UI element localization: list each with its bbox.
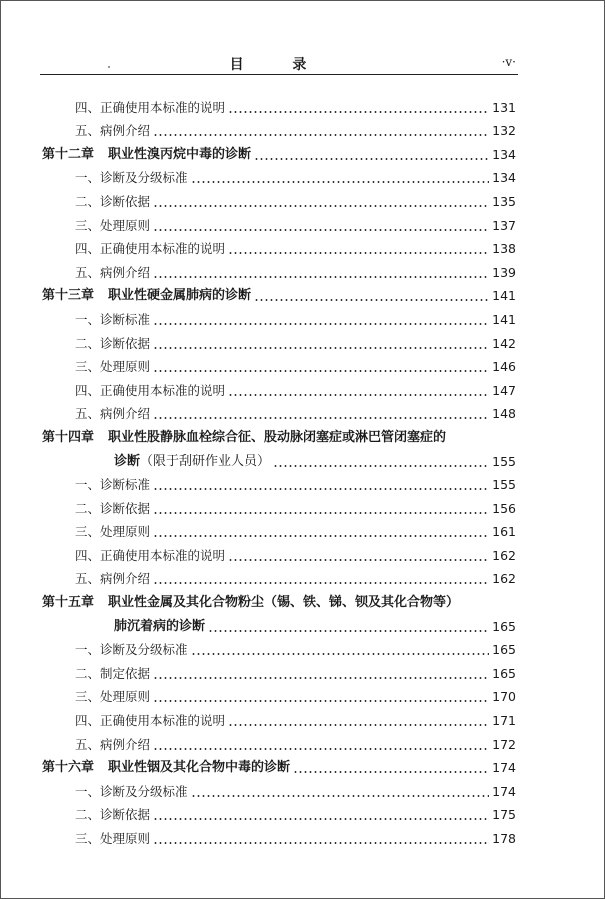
chapter-title: 职业性溴丙烷中毒的诊断 <box>108 146 252 162</box>
page-number: 155 <box>492 453 516 469</box>
page-number: 162 <box>492 547 516 563</box>
chapter-title: 职业性股静脉血栓综合征、股动脉闭塞症或淋巴管闭塞症的 <box>108 429 447 445</box>
toc-section-entry[interactable] <box>42 564 516 588</box>
section-title: 二、诊断依据 <box>75 807 151 823</box>
page-number: 132 <box>492 123 516 139</box>
section-title: 四、正确使用本标准的说明 <box>75 99 226 115</box>
dot-leader <box>153 347 489 349</box>
dot-leader <box>191 653 490 655</box>
chapter-number: 第十三章 <box>42 288 95 304</box>
dot-leader <box>153 512 489 514</box>
page-number: 171 <box>492 713 516 729</box>
toc-section-entry[interactable] <box>42 399 516 423</box>
page-number: 148 <box>492 406 516 422</box>
page-number: 131 <box>492 99 516 115</box>
toc-chapter-continuation[interactable] <box>42 446 516 470</box>
page-number: 141 <box>492 311 516 327</box>
page-number: 175 <box>492 807 516 823</box>
page-number: 134 <box>492 146 516 162</box>
section-title: 一、诊断及分级标准 <box>75 170 188 186</box>
section-title: 一、诊断及分级标准 <box>75 642 188 658</box>
section-title: 五、病例介绍 <box>75 736 151 752</box>
section-title: 四、正确使用本标准的说明 <box>75 382 226 398</box>
dot-leader <box>228 724 489 726</box>
page-number: 135 <box>492 193 516 209</box>
toc-section-entry[interactable] <box>42 352 516 376</box>
toc-chapter-entry[interactable] <box>42 587 516 611</box>
page-number: 156 <box>492 500 516 516</box>
page-number: 165 <box>492 618 516 634</box>
section-title: 三、处理原则 <box>75 689 151 705</box>
toc-chapter-continuation[interactable] <box>42 611 516 635</box>
page-number: 147 <box>492 382 516 398</box>
section-title: 三、处理原则 <box>75 359 151 375</box>
print-speck <box>108 66 110 68</box>
table-of-contents <box>42 92 516 847</box>
chapter-title: 职业性硬金属肺病的诊断 <box>108 288 252 304</box>
chapter-title-note: （限于刮研作业人员） <box>140 453 271 469</box>
toc-section-entry[interactable] <box>42 540 516 564</box>
dot-leader <box>153 417 489 419</box>
section-title: 二、诊断依据 <box>75 335 151 351</box>
dot-leader <box>153 842 489 844</box>
toc-section-entry[interactable] <box>42 163 516 187</box>
page-number: 142 <box>492 335 516 351</box>
dot-leader <box>153 488 489 490</box>
page-number: 172 <box>492 736 516 752</box>
page-number: 165 <box>492 642 516 658</box>
toc-section-entry[interactable] <box>42 517 516 541</box>
section-title: 四、正确使用本标准的说明 <box>75 547 226 563</box>
page-number: 141 <box>492 288 516 304</box>
toc-section-entry[interactable] <box>42 210 516 234</box>
section-title: 一、诊断及分级标准 <box>75 783 188 799</box>
section-title: 五、病例介绍 <box>75 264 151 280</box>
page-number: 162 <box>492 571 516 587</box>
dot-leader <box>191 795 490 797</box>
chapter-title-line2: 肺沉着病的诊断 <box>114 618 206 634</box>
toc-section-entry[interactable] <box>42 186 516 210</box>
page-number: 174 <box>492 760 516 776</box>
dot-leader <box>273 465 489 467</box>
section-title: 三、处理原则 <box>75 217 151 233</box>
chapter-label <box>42 430 446 446</box>
toc-chapter-entry[interactable] <box>42 281 516 305</box>
chapter-number: 第十五章 <box>42 595 95 611</box>
dot-leader <box>208 630 489 632</box>
toc-chapter-entry[interactable] <box>42 753 516 777</box>
dot-leader <box>153 818 489 820</box>
page-number: 165 <box>492 665 516 681</box>
dot-leader <box>228 252 489 254</box>
page-number: 139 <box>492 264 516 280</box>
toc-section-entry[interactable] <box>42 328 516 352</box>
chapter-label <box>42 595 459 611</box>
dot-leader <box>228 111 489 113</box>
dot-leader <box>228 394 489 396</box>
dot-leader <box>153 582 489 584</box>
toc-section-entry[interactable] <box>42 635 516 659</box>
dot-leader <box>191 181 490 183</box>
section-title: 四、正确使用本标准的说明 <box>75 713 226 729</box>
chapter-label <box>42 147 251 163</box>
chapter-number: 第十六章 <box>42 760 95 776</box>
page-number: 170 <box>492 689 516 705</box>
toc-section-entry[interactable] <box>42 493 516 517</box>
toc-section-entry[interactable] <box>42 92 516 116</box>
page-number: 146 <box>492 359 516 375</box>
toc-section-entry[interactable] <box>42 470 516 494</box>
toc-section-entry[interactable] <box>42 682 516 706</box>
section-title: 五、病例介绍 <box>75 571 151 587</box>
page-number: 155 <box>492 477 516 493</box>
section-title: 二、制定依据 <box>75 665 151 681</box>
section-title: 五、病例介绍 <box>75 406 151 422</box>
toc-chapter-entry[interactable] <box>42 139 516 163</box>
chapter-title-continued <box>114 619 205 635</box>
toc-section-entry[interactable] <box>42 375 516 399</box>
header-page-number: ·v· <box>501 55 516 69</box>
chapter-label <box>42 760 290 776</box>
chapter-number: 第十二章 <box>42 146 95 162</box>
page-number: 178 <box>492 831 516 846</box>
dot-leader <box>153 134 489 136</box>
toc-section-entry[interactable] <box>42 234 516 258</box>
running-header <box>40 52 518 75</box>
toc-section-entry[interactable] <box>42 116 516 140</box>
dot-leader <box>153 229 489 231</box>
page-number: 138 <box>492 241 516 257</box>
section-title: 三、处理原则 <box>75 524 151 540</box>
page-number: 174 <box>492 783 516 799</box>
dot-leader <box>153 748 489 750</box>
dot-leader <box>228 559 489 561</box>
chapter-title: 职业性铟及其化合物中毒的诊断 <box>108 760 291 776</box>
toc-section-entry[interactable] <box>42 658 516 682</box>
section-title: 五、病例介绍 <box>75 123 151 139</box>
toc-section-entry[interactable] <box>42 705 516 729</box>
header-title: 目 录 <box>229 57 329 73</box>
toc-section-entry[interactable] <box>42 257 516 281</box>
section-title: 四、正确使用本标准的说明 <box>75 241 226 257</box>
toc-section-entry[interactable] <box>42 823 516 847</box>
toc-section-entry[interactable] <box>42 304 516 328</box>
dot-leader <box>153 205 489 207</box>
toc-chapter-entry[interactable] <box>42 422 516 446</box>
page-number: 137 <box>492 217 516 233</box>
toc-section-entry[interactable] <box>42 729 516 753</box>
chapter-number: 第十四章 <box>42 429 95 445</box>
section-title: 一、诊断标准 <box>75 477 151 493</box>
section-title: 三、处理原则 <box>75 831 151 846</box>
toc-section-entry[interactable] <box>42 776 516 800</box>
chapter-title-continued <box>114 454 270 470</box>
dot-leader <box>254 299 489 301</box>
dot-leader <box>153 700 489 702</box>
dot-leader <box>153 323 489 325</box>
toc-section-entry[interactable] <box>42 800 516 824</box>
dot-leader <box>254 158 489 160</box>
chapter-title-line2: 诊断 <box>114 453 141 469</box>
page-number: 134 <box>492 170 516 186</box>
section-title: 一、诊断标准 <box>75 311 151 327</box>
page-number: 161 <box>492 524 516 540</box>
dot-leader <box>153 370 489 372</box>
dot-leader <box>153 276 489 278</box>
chapter-title: 职业性金属及其化合物粉尘（锡、铁、锑、钡及其化合物等） <box>108 595 460 611</box>
section-title: 二、诊断依据 <box>75 193 151 209</box>
dot-leader <box>153 677 489 679</box>
dot-leader <box>153 535 489 537</box>
section-title: 二、诊断依据 <box>75 500 151 516</box>
dot-leader <box>293 771 489 773</box>
chapter-label <box>42 288 251 304</box>
